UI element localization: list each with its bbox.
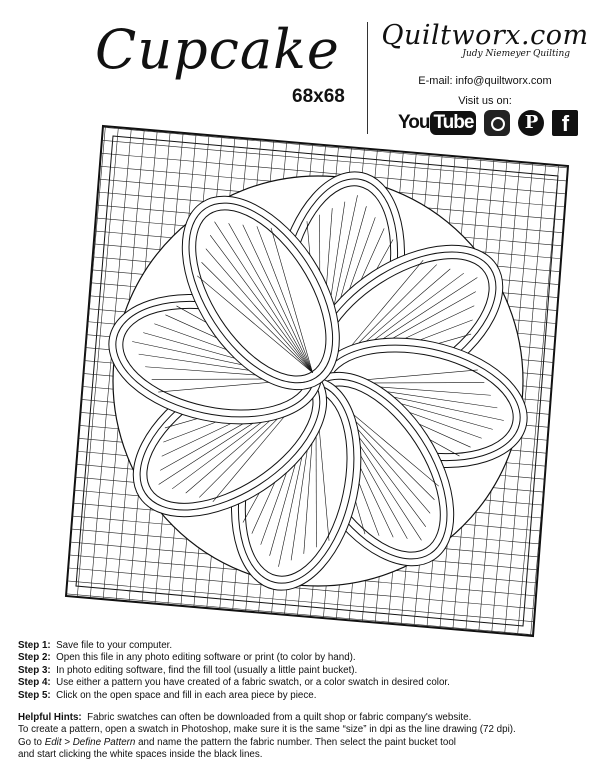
contact-email[interactable]: E-mail: info@quiltworx.com bbox=[418, 75, 552, 87]
step-4: Step 4: Use either a pattern you have created of a fabric swatch, or a color swatch in desired color. bbox=[18, 677, 450, 689]
brand-name: Quiltworx.com bbox=[381, 20, 589, 51]
visit-us-label: Visit us on: bbox=[458, 95, 512, 107]
facebook-icon[interactable]: f bbox=[552, 110, 578, 136]
step-5: Step 5: Click on the open space and fill in each area piece by piece. bbox=[18, 689, 317, 701]
pattern-title: Cupcake bbox=[95, 18, 340, 81]
step-1: Step 1: Save file to your computer. bbox=[18, 640, 173, 651]
brand-subtitle: Judy Niemeyer Quilting bbox=[462, 49, 570, 59]
youtube-tube: Tube bbox=[430, 111, 476, 135]
brand-logo bbox=[380, 20, 590, 59]
pinterest-icon[interactable]: P bbox=[518, 110, 544, 136]
step-2: Step 2: Open this file in any photo editing software or print (to color by hand). bbox=[18, 652, 356, 664]
helpful-hints: Helpful Hints: Fabric swatches can often be downloaded from a quilt shop or fabric company's website. To create a pattern, open a swatch in Photoshop, make sure it is the same “size” in dpi as the line drawing (72 dpi). Go to Edit > Define Pattern and name the pattern the fabric number. Then select the paint bucket tool and start clicking the white spaces inside the black lines. bbox=[18, 712, 516, 761]
pattern-size: 68x68 bbox=[292, 86, 345, 107]
step-3: Step 3: In photo editing software, find the fill tool (usually a little paint bucket). bbox=[18, 664, 358, 676]
youtube-you: You bbox=[398, 112, 430, 133]
instructions bbox=[18, 640, 593, 762]
quilt-line-drawing bbox=[28, 118, 578, 638]
